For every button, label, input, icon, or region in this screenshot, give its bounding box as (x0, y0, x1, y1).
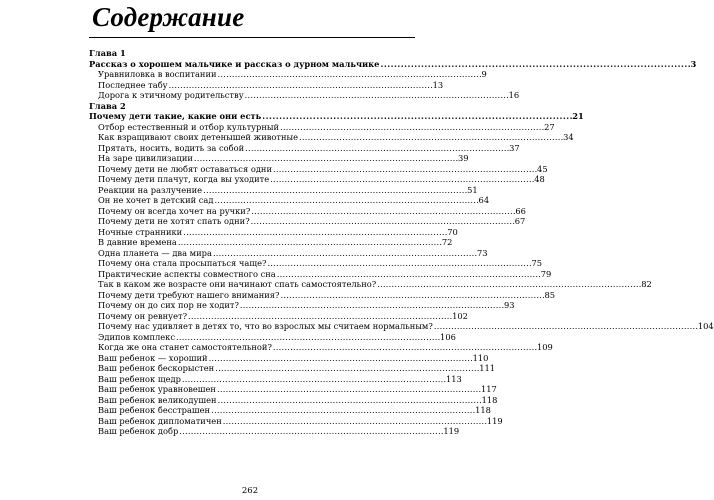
toc-entry-page: 27 (544, 121, 555, 132)
toc-entry-title: Ваш ребенок — хороший (98, 352, 208, 363)
toc-entry (89, 405, 491, 416)
toc-entry (89, 226, 458, 238)
dot-leader (217, 384, 480, 395)
toc-entry-page: 66 (515, 205, 526, 216)
toc-entry-title: Он не хочет в детский сад (98, 195, 214, 205)
toc-entry-page: 72 (441, 237, 453, 247)
dot-leader (215, 363, 478, 374)
toc-entry (89, 268, 552, 280)
toc-entry-page: 70 (447, 226, 458, 237)
toc-entry-title: Прятать, носить, водить за собой (98, 142, 245, 153)
toc-entry-page: 13 (432, 79, 444, 90)
toc-entry (89, 174, 545, 185)
toc-entry-page: 118 (475, 405, 491, 415)
toc-entry-title: Ночные странники (98, 226, 183, 237)
dot-leader (270, 174, 533, 185)
toc-entry (89, 289, 556, 301)
dot-leader (273, 342, 536, 353)
toc-entry-title: Ваш ребенок уравновешен (98, 384, 216, 394)
toc-entry-page: 119 (443, 426, 460, 436)
dot-leader (169, 80, 432, 91)
toc-entry (89, 279, 652, 290)
chapter-title: Глава 1 (89, 48, 126, 58)
toc-entry (89, 247, 488, 259)
dot-leader (299, 132, 562, 143)
chapter-1-entries (89, 58, 697, 101)
dot-leader (211, 405, 474, 416)
toc-entry (89, 352, 489, 364)
toc-entry-title: Почему он до сих пор не ходит? (98, 300, 239, 310)
toc-entry (89, 132, 574, 143)
toc-entry-page: 111 (479, 363, 496, 373)
toc-entry-title: Последнее табу (98, 79, 168, 90)
toc-entry-page: 21 (572, 111, 584, 121)
dot-leader (188, 311, 451, 322)
toc-entry-page: 85 (544, 289, 556, 300)
page-number: 262 (241, 486, 259, 496)
toc-entry-title: Реакции на разлучение (98, 184, 203, 195)
dot-leader (262, 111, 571, 122)
toc-entry-title: Ваш ребенок дипломатичен (98, 415, 222, 426)
toc-entry-page: 3 (690, 58, 697, 69)
dot-leader (240, 300, 503, 311)
dot-leader (277, 269, 540, 280)
dot-leader (273, 164, 536, 175)
toc-entry-page: 79 (540, 268, 552, 279)
toc-entry-page: 37 (509, 142, 520, 153)
chapter-heading (89, 101, 415, 112)
toc-entry-page: 45 (537, 163, 548, 174)
toc-entry (89, 363, 496, 374)
toc-entry-page: 104 (697, 321, 714, 331)
dot-leader (213, 248, 476, 259)
dot-leader (194, 153, 457, 164)
toc-entry (89, 184, 478, 196)
toc-entry-title: Почему он ревнует? (98, 310, 188, 321)
toc-entry (89, 321, 714, 332)
toc-entry (89, 142, 520, 154)
toc-entry (89, 69, 487, 80)
toc-entry-title: Так в каком же возрасте они начинают спать самостоятельно? (98, 279, 377, 289)
toc-entry-title: Почему она стала просыпаться чаще? (98, 258, 267, 268)
toc-entry (89, 310, 468, 322)
toc-entry-title: Почему дети такие, какие они есть (89, 111, 262, 121)
dot-leader (267, 258, 530, 269)
toc-entry-page: 110 (472, 352, 489, 363)
chapter-title: Глава 2 (89, 100, 126, 111)
dot-leader (280, 122, 543, 133)
dot-leader (251, 206, 514, 217)
toc-entry-title: Когда же она станет самостоятельной? (98, 342, 272, 352)
toc-entry-page: 16 (508, 90, 520, 100)
toc-entry-title: На заре цивилизации (98, 153, 193, 163)
toc-entry-page: 64 (478, 195, 490, 205)
toc-entry-page: 51 (467, 184, 478, 195)
toc-entry (89, 111, 584, 122)
dot-leader (182, 374, 445, 385)
toc-entry-title: Почему дети не хотят спать одни? (98, 216, 250, 226)
toc-entry-page: 75 (531, 258, 543, 268)
table-of-contents (89, 48, 714, 437)
toc-entry-title: Почему дети не любят оставаться одни (98, 163, 272, 174)
dot-leader (183, 227, 446, 238)
dot-leader (280, 290, 543, 301)
toc-entry-page: 118 (481, 394, 498, 405)
toc-entry-page: 67 (514, 216, 526, 226)
chapter-heading (89, 48, 415, 59)
toc-entry-title: Как взращивают своих детенышей животные (98, 132, 299, 142)
toc-entry-title: Одна планета — два мира (98, 247, 212, 258)
toc-entry-title: Отбор естественный и отбор культурный (98, 121, 280, 132)
toc-entry-page: 73 (476, 247, 488, 258)
toc-entry-page: 119 (486, 415, 503, 426)
toc-entry (89, 342, 553, 353)
toc-entry-title: Почему дети требуют нашего внимания? (98, 289, 280, 300)
dot-leader (434, 321, 697, 332)
toc-entry (89, 331, 456, 343)
dot-leader (178, 237, 441, 248)
toc-entry-page: 82 (641, 279, 652, 289)
toc-entry-title: Почему дети плачут, когда вы уходите (98, 174, 270, 184)
toc-entry (89, 373, 462, 385)
toc-entry (89, 300, 515, 311)
toc-entry (89, 79, 444, 91)
toc-entry-title: Уравниловка в воспитании (98, 69, 217, 79)
title-rule (89, 37, 415, 38)
dot-leader (179, 426, 442, 437)
dot-leader (251, 216, 514, 227)
dot-leader (203, 185, 466, 196)
toc-entry-page: 39 (457, 153, 469, 163)
toc-entry (89, 58, 697, 70)
toc-entry-title: Ваш ребенок великодушен (98, 394, 217, 405)
toc-entry (89, 237, 453, 248)
toc-entry-title: Почему он всегда хочет на ручки? (98, 205, 251, 216)
toc-entry (89, 121, 555, 133)
toc-entry-page: 9 (481, 69, 487, 79)
toc-entry-title: Ваш ребенок добр (98, 426, 179, 436)
toc-entry-page: 48 (534, 174, 545, 184)
dot-leader (223, 416, 486, 427)
toc-entry-page: 102 (452, 310, 468, 321)
toc-entry-title: Почему нас удивляет в детях то, что во взрослых мы считаем нормальным? (98, 321, 433, 331)
toc-entry (89, 384, 497, 395)
toc-entry-title: Эдипов комплекс (98, 331, 175, 342)
dot-leader (218, 395, 481, 406)
toc-entry-page: 113 (445, 373, 462, 384)
dot-leader (176, 332, 439, 343)
toc-entry-title: Ваш ребенок бесстрашен (98, 405, 211, 415)
toc-entry-title: Ваш ребенок бескорыстен (98, 363, 215, 373)
toc-entry (89, 426, 460, 437)
toc-entry (89, 415, 503, 427)
toc-entry (89, 195, 490, 206)
page-title: Содержание (92, 2, 245, 32)
dot-leader (218, 69, 481, 80)
dot-leader (377, 279, 640, 290)
toc-entry (89, 90, 520, 101)
toc-entry-title: Практические аспекты совместного сна (98, 268, 276, 279)
toc-entry-title: Дорога к этичному родительству (98, 90, 244, 100)
toc-entry-page: 109 (536, 342, 553, 352)
toc-entry-page: 117 (481, 384, 497, 394)
toc-entry (89, 205, 526, 217)
dot-leader (209, 353, 472, 364)
dot-leader (245, 143, 508, 154)
toc-entry (89, 258, 543, 269)
dot-leader (380, 59, 689, 70)
dot-leader (215, 195, 478, 206)
toc-entry-page: 106 (440, 331, 456, 342)
toc-entry-page: 93 (503, 300, 515, 310)
toc-entry (89, 216, 526, 227)
toc-entry-title: В давние времена (98, 237, 177, 247)
toc-entry-page: 34 (563, 132, 574, 142)
dot-leader (245, 90, 508, 101)
toc-entry (89, 394, 498, 406)
chapter-2-entries (89, 111, 714, 437)
toc-entry-title: Ваш ребенок щедр (98, 373, 181, 384)
toc-entry-title: Рассказ о хорошем мальчике и рассказ о дурном мальчике (89, 58, 380, 69)
toc-entry (89, 163, 548, 175)
toc-entry (89, 153, 469, 164)
